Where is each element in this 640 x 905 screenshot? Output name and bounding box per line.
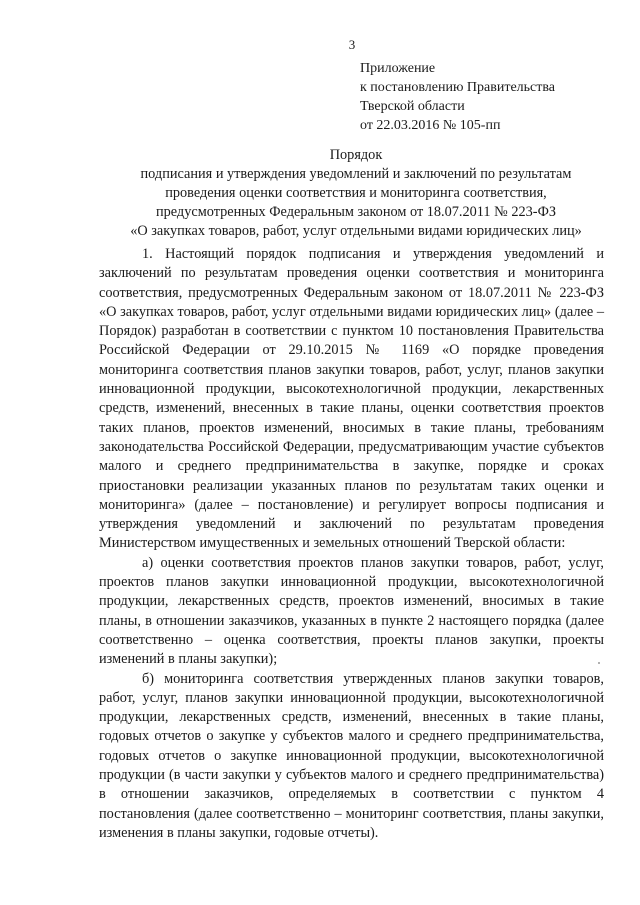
appendix-line: Тверской области [360, 99, 465, 114]
paragraph-a: а) оценки соответствия проектов планов закупки товаров, работ, услуг, проектов планов закупки инновационной продукции, высокотехнологичной продукции, лекарственных средств, проектов изменений, вносимых в такие планы, в отношении заказчиков, указанных в пункте 2 настоящего порядка (далее соответственно – оценка соответствия, проекты планов закупки, проекты изменений в планы закупки); [99, 554, 604, 668]
paragraph-1: 1. Настоящий порядок подписания и утверждения уведомлений и заключений по результатам проведения оценки соответствия и мониторинга соответствия, предусмотренных Федеральным законом от 18.07.2011 № 223-ФЗ «О закупках товаров, работ, услуг отдельными видами юридических лиц» (далее – Порядок) разработан в соответствии с пунктом 10 постановления Правительства Российской Федерации от 29.10.2015 № 1169 «О порядке проведения мониторинга соответствия планов закупки товаров, работ, услуг, планов закупки инновационной продукции, высокотехнологичной продукции, лекарственных средств, изменений, внесенных в такие планы, оценки соответствия проектов таких планов, проектов изменений, вносимых в такие планы, требованиям законодательства Российской Федерации, предусматривающим участие субъектов малого и среднего предпринимательства в закупке, порядке и сроках приостановки реализации указанных планов по результатам таких оценки и мониторинга» (далее – постановление) и регулирует вопросы подписания и утверждения уведомлений и заключений по результатам проведения Министерством имущественных и земельных отношений Тверской области: [99, 246, 604, 552]
paragraph-b: б) мониторинга соответствия утвержденных планов закупки товаров, работ, услуг, планов закупки инновационной продукции, высокотехнологичной продукции, лекарственных средств, изменений, внесенных в такие планы, годовых отчетов о закупке у субъектов малого и среднего предпринимательства, годовых отчетов о закупке инновационной продукции, высокотехнологичной продукции (в части закупки у субъектов малого и среднего предпринимательства) в отношении заказчиков, определяемых в соответствии с пунктом 4 постановления (далее соответственно – мониторинг соответствия, планы закупки, изменения в планы закупки, годовые отчеты). [99, 670, 604, 841]
title-line: «О закупках товаров, работ, услуг отдельными видами юридических лиц» [130, 223, 582, 239]
appendix-line: Приложение [360, 61, 436, 76]
page-number: 3 [348, 37, 356, 52]
appendix-line: от 22.03.2016 № 105-пп [360, 118, 501, 133]
document-title [96, 146, 616, 241]
title-line: проведения оценки соответствия и мониторинга соответствия, [165, 185, 547, 201]
title-line: подписания и утверждения уведомлений и заключений по результатам [140, 166, 572, 182]
scan-speck [598, 662, 600, 664]
title-line: предусмотренных Федеральным законом от 18.07.2011 № 223-ФЗ [155, 204, 557, 220]
appendix-note [360, 59, 555, 135]
document-body [99, 245, 604, 843]
title-line: Порядок [329, 147, 383, 163]
appendix-line: к постановлению Правительства [360, 80, 556, 95]
